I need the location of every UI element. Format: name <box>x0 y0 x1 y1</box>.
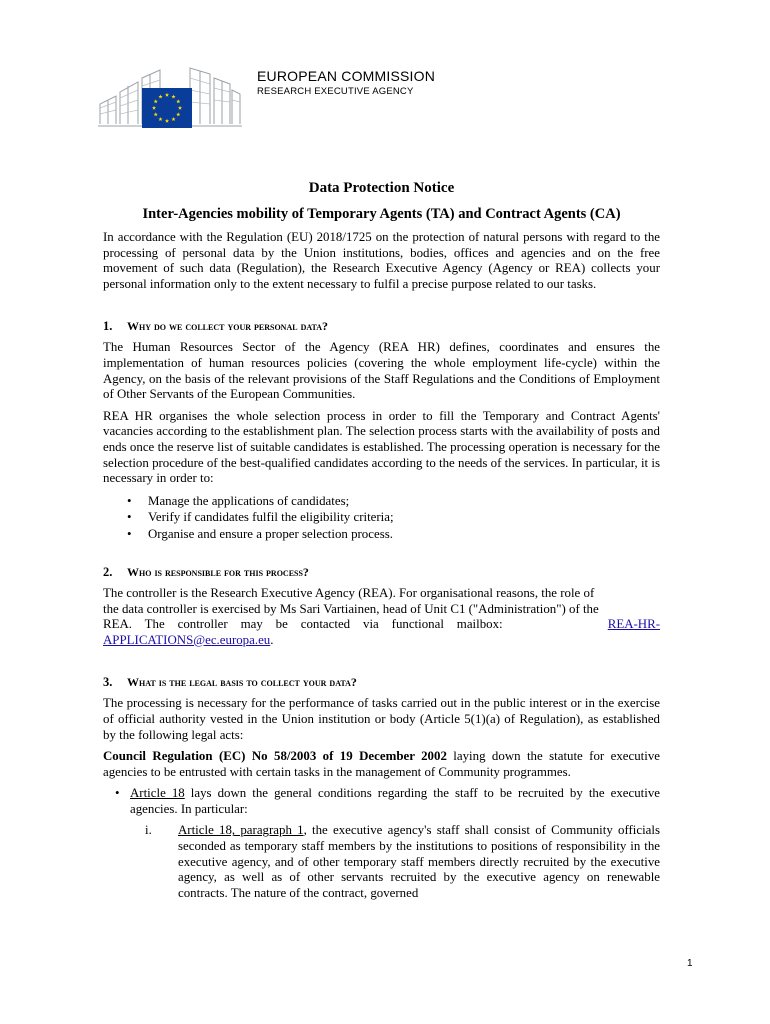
intro-paragraph: In accordance with the Regulation (EU) 2018/1725 on the protection of natural persons with regard to the processing of personal data by the Union institutions, bodies, offices and agencies and on the free movement of such data (Regulation), the Research Executive Agency (Agency or REA) collects your personal information only to the extent necessary to fulfil a precise purpose related to our tasks. <box>103 230 660 291</box>
list-item: • Verify if candidates fulfil the eligibility criteria; <box>127 510 394 525</box>
council-regulation-paragraph: Council Regulation (EC) No 58/2003 of 19 December 2002 laying down the statute for executive agencies to be entrusted with certain tasks in the management of Community programmes. <box>103 749 661 779</box>
mailbox-link-continued[interactable]: APPLICATIONS@ec.europa.eu <box>103 632 271 647</box>
document-title: Data Protection Notice <box>308 180 455 196</box>
list-item: • Manage the applications of candidates; <box>127 493 350 508</box>
bullet-icon: • <box>127 526 132 541</box>
section-title: Why do we collect your personal data? <box>127 319 329 334</box>
european-commission-logo <box>98 64 242 132</box>
organization-name: EUROPEAN COMMISSION <box>257 68 436 84</box>
section-number: 3. <box>103 675 113 690</box>
list-item: • Organise and ensure a proper selection process. <box>127 526 393 541</box>
organization-subtitle: RESEARCH EXECUTIVE AGENCY <box>257 86 414 97</box>
section-number: 2. <box>103 564 113 579</box>
roman-numeral: i. <box>145 823 152 838</box>
page-number: 1 <box>687 958 693 969</box>
section-number: 1. <box>103 319 113 334</box>
article-18-paragraph-1-item: i. Article 18, paragraph 1, the executive agency's staff shall consist of Community officials seconded as temporary staff members by the institutions to positions of responsibility in the executive agency, and of other temporary staff members directly recruited by the executive agency, as well as of other servants recruited by the executive agency on renewable contracts. The nature of the contract, governed <box>145 823 660 900</box>
council-regulation-title: Council Regulation (EC) No 58/2003 of 19 December 2002 <box>103 749 447 764</box>
section-1-paragraph-2: REA HR organises the whole selection process in order to fill the Temporary and Contract Agents' vacancies according to the establishment plan. The selection process starts with the availability of posts and ends once the reserve list of suitable candidates is established. The processing operation is necessary for the selection procedure of the best-qualified candidates according to the needs of the services. In particular, it is necessary in order to: <box>103 408 660 486</box>
article-18-item: • Article 18 lays down the general conditions regarding the staff to be recruited by the executive agencies. In particular: <box>115 786 660 816</box>
section-2-paragraph: The controller is the Research Executive Agency (REA). For organisational reasons, the role of the data controller is exercised by Ms Sari Vartiainen, head of Unit C1 ("Administration") of the REA. The controller may be contacted via functional mailbox: REA-HR- APPLICATIONS@ec.europa.eu. <box>103 585 660 647</box>
section-3-paragraph: The processing is necessary for the performance of tasks carried out in the public interest or in the exercise of official authority vested in the Union institution or body (Article 5(1)(a) of Regulation), as established by the following legal acts: <box>103 696 660 742</box>
organization-header <box>257 68 435 97</box>
section-title: Who is responsible for this process? <box>127 564 309 579</box>
section-title: What is the legal basis to collect your data? <box>127 675 357 690</box>
article-18-link[interactable]: Article 18 <box>130 786 185 801</box>
section-1-heading <box>103 318 660 334</box>
bullet-icon: • <box>127 493 132 508</box>
section-1-bullet-list <box>103 493 660 542</box>
bullet-icon: • <box>115 786 120 801</box>
bullet-icon: • <box>127 510 132 525</box>
section-2-heading <box>103 564 660 580</box>
article-18-paragraph-1-link[interactable]: Article 18, paragraph 1 <box>178 823 304 838</box>
section-1-paragraph-1: The Human Resources Sector of the Agency (REA HR) defines, coordinates and ensures the implementation of human resources policies (covering the whole employment life-cycle) within the Agency, on the basis of the relevant provisions of the Staff Regulations and the Conditions of Employment of Other Servants of the European Communities. <box>103 340 660 402</box>
section-3-heading <box>103 674 660 690</box>
mailbox-link[interactable]: REA-HR- <box>607 617 660 632</box>
document-subtitle: Inter-Agencies mobility of Temporary Agents (TA) and Contract Agents (CA) <box>142 206 621 222</box>
document-body <box>103 178 660 901</box>
